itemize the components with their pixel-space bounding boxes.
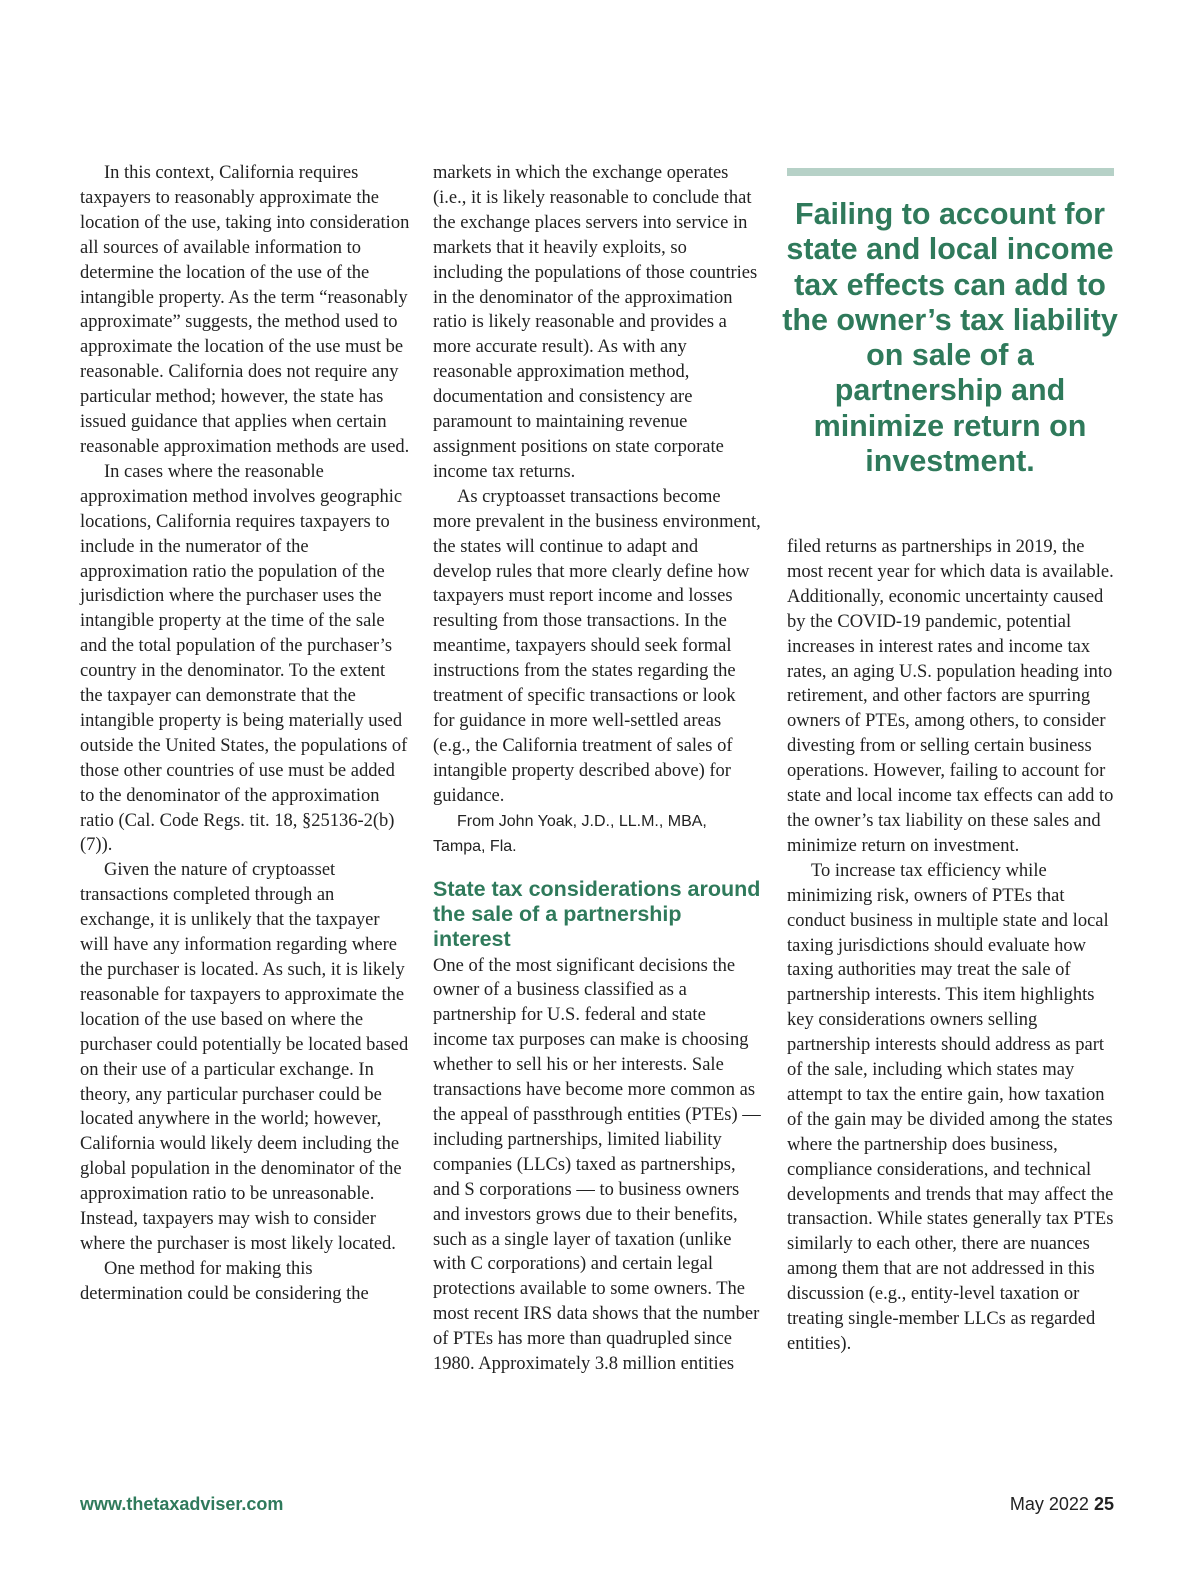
article-column-1 xyxy=(80,161,410,1307)
body-paragraph: filed returns as partnerships in 2019, the most recent year for which data is available. Additionally, economic uncertainty caused by the COVID-19 pandemic, potential increases in interest rates and income tax rates, an aging U.S. population heading into retirement, and other factors are spurring owners of PTEs, among others, to consider divesting from or selling certain business operations. However, failing to account for state and local income tax effects can add to the owner’s tax liability on these sales and minimize return on investment. xyxy=(787,537,1114,856)
body-paragraph: One of the most significant decisions the owner of a business classified as a partnership for U.S. federal and state income tax purposes can make is choosing whether to sell his or her interests. Sale transactions have become more common as the appeal of passthrough entities (PTEs) — including partnerships, limited liability companies (LLCs) taxed as partnerships, and S corporations — to business owners and investors grows due to their benefits, such as a single layer of taxation (unlike with C corporations) and certain legal protections available to some owners. The most recent IRS data shows that the number of PTEs has more than quadrupled since 1980. Approximately 3.8 million entities xyxy=(433,955,761,1375)
issue-date: May 2022 xyxy=(1009,1494,1089,1514)
body-paragraph: One method for making this determination could be considering the xyxy=(80,1258,369,1304)
body-paragraph: In this context, California requires taxpayers to reasonably approximate the location of the use, taking into consideration all sources of available information to determine the location of the use of the intangible property. As the term “reasonably approximate” suggests, the method used to approximate the location of the use must be reasonable. California does not require any particular method; however, the state has issued guidance that applies when certain reasonable approximation methods are used. xyxy=(80,163,410,457)
body-paragraph: In cases where the reasonable approximation method involves geographic locations, California requires taxpayers to include in the numerator of the approximation ratio the population of the jurisdiction where the purchaser uses the intangible property at the time of the sale and the total population of the purchaser’s country in the denominator. To the extent the taxpayer can demonstrate that the intangible property is being materially used outside the United States, the populations of those other countries of use must be added to the denominator of the approximation ratio (Cal. Code Regs. tit. 18, §25136-2(b)(7)). xyxy=(80,461,408,856)
article-column-3 xyxy=(787,535,1117,1357)
author-credit: From John Yoak, J.D., LL.M., MBA, Tampa, Fla. xyxy=(433,812,707,855)
section-heading: State tax considerations around the sale of a partnership interest xyxy=(433,876,761,951)
body-paragraph: As cryptoasset transactions become more prevalent in the business environment, the states will continue to adapt and develop rules that more clearly define how taxpayers must report income and losses resulting from those transactions. In the meantime, taxpayers should seek formal instructions from the states regarding the treatment of specific transactions or look for guidance in more well-settled areas (e.g., the California treatment of sales of intangible property described above) for guidance. xyxy=(433,486,761,806)
body-paragraph: markets in which the exchange operates (i.e., it is likely reasonable to conclude that the exchange places servers into service in markets that it heavily exploits, so including the populations of those countries in the denominator of the approximation ratio is likely reasonable and provides a more accurate result). As with any reasonable approximation method, documentation and consistency are paramount to maintaining revenue assignment positions on state corporate income tax returns. xyxy=(433,163,758,482)
pullquote-rule xyxy=(787,168,1114,176)
body-paragraph: To increase tax efficiency while minimizing risk, owners of PTEs that conduct business in multiple state and local taxing jurisdictions should evaluate how taxing authorities may treat the sale of partnership interests. This item highlights key considerations owners selling partnership interests should address as part of the sale, including which states may attempt to tax the entire gain, how taxation of the gain may be divided among the states where the partnership does business, compliance considerations, and technical developments and trends that may affect the transaction. While states generally tax PTEs similarly to each other, there are nuances among them that are not addressed in this discussion (e.g., entity-level taxation or treating single-member LLCs as regarded entities). xyxy=(787,860,1114,1354)
article-column-2 xyxy=(433,161,761,1377)
footer-website-link[interactable]: www.thetaxadviser.com xyxy=(80,1494,284,1514)
footer-issue-info xyxy=(1010,1494,1114,1515)
page-number: 25 xyxy=(1093,1494,1114,1514)
body-paragraph: Given the nature of cryptoasset transactions completed through an exchange, it is unlikely that the taxpayer will have any information regarding where the purchaser is located. As such, it is likely reasonable for taxpayers to approximate the location of the use based on where the purchaser could potentially be located based on their use of a particular exchange. In theory, any particular purchaser could be located anywhere in the world; however, California would likely deem including the global population in the denominator of the approximation ratio to be unreasonable. Instead, taxpayers may wish to consider where the purchaser is most likely located. xyxy=(80,860,409,1254)
pullquote: Failing to account for state and local income tax effects can add to the owner’s tax liability on sale of a partnership and minimize return on investment. xyxy=(782,197,1118,479)
